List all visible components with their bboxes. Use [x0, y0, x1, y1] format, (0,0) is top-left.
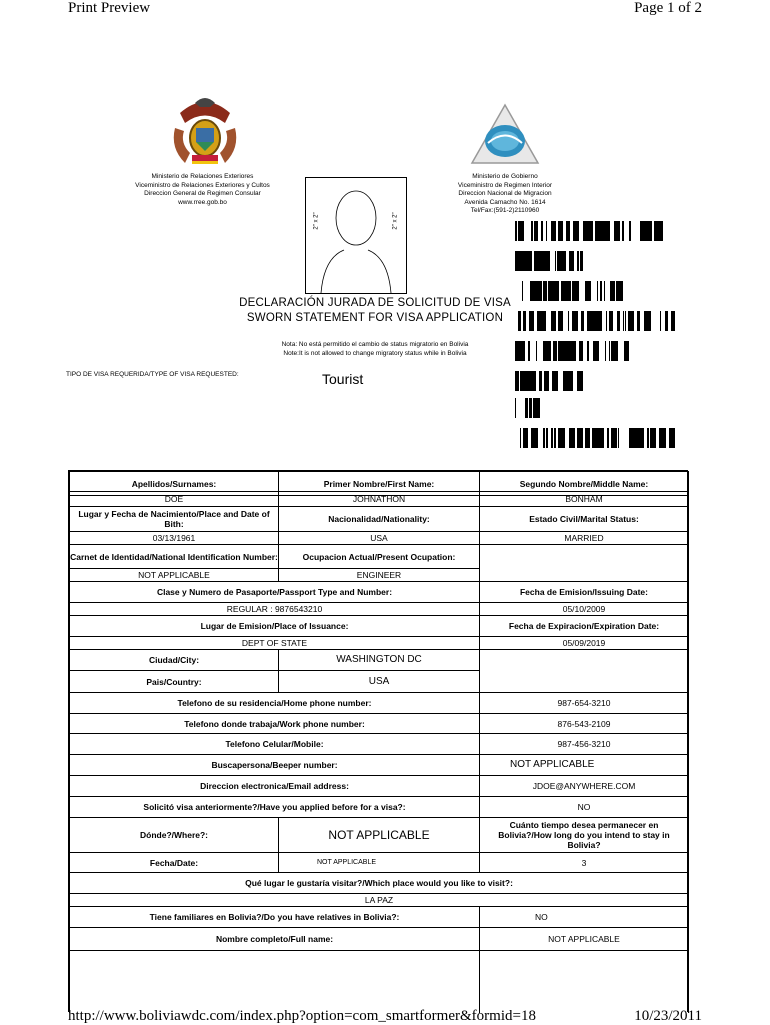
- right-ministry-line: Avenida Camacho No. 1614: [464, 198, 546, 206]
- country-value: USA: [278, 670, 480, 693]
- barcode-icon: [515, 251, 583, 271]
- first-name-value: JOHNATHON: [278, 491, 480, 507]
- beeper-value: NOT APPLICABLE: [479, 754, 689, 776]
- barcode-icon: [515, 341, 637, 361]
- where-value: NOT APPLICABLE: [278, 817, 480, 853]
- issue-date-label: Fecha de Emision/Issuing Date:: [479, 581, 689, 603]
- blank-cell: [479, 649, 689, 693]
- expiration-label: Fecha de Expiracion/Expiration Date:: [479, 615, 689, 637]
- city-label: Ciudad/City:: [69, 649, 279, 671]
- left-ministry-line: www.rree.gob.bo: [178, 198, 227, 206]
- photo-size-label: 2" x 2": [392, 212, 399, 230]
- occupation-value: ENGINEER: [278, 568, 480, 582]
- left-ministry-line: Direccion General de Regimen Consular: [144, 190, 261, 197]
- home-phone-value: 987-654-3210: [479, 692, 689, 714]
- email-value: JDOE@ANYWHERE.COM: [479, 775, 689, 797]
- application-form: [68, 470, 688, 1012]
- blank-cell: [69, 950, 480, 1013]
- city-value: WASHINGTON DC: [278, 649, 480, 671]
- full-name-value: NOT APPLICABLE: [479, 927, 689, 951]
- passport-label: Clase y Numero de Pasaporte/Passport Type and Number:: [69, 581, 480, 603]
- first-name-label: Primer Nombre/First Name:: [278, 471, 480, 496]
- applied-before-label: Solicitó visa anteriormente?/Have you applied before for a visa?:: [69, 796, 480, 818]
- photo-box: [305, 177, 407, 294]
- footer-date: 10/23/2011: [634, 1008, 702, 1024]
- where-label: Dónde?/Where?:: [69, 817, 279, 853]
- date-label: Fecha/Date:: [69, 852, 279, 873]
- heading-spanish: DECLARACIÓN JURADA DE SOLICITUD DE VISA: [239, 297, 511, 309]
- middle-name-value: BONHAM: [479, 491, 689, 507]
- issue-date-value: 05/10/2009: [479, 602, 689, 616]
- barcode-icon: [515, 371, 583, 391]
- bolivia-coat-of-arms-icon: [170, 93, 240, 168]
- right-ministry-line: Viceministro de Regimen Interior: [457, 181, 553, 189]
- passport-value: REGULAR : 9876543210: [69, 602, 480, 616]
- page-indicator: Page 1 of 2: [634, 0, 702, 16]
- occupation-label: Ocupacion Actual/Present Ocupation:: [278, 544, 480, 569]
- visit-value: LA PAZ: [69, 893, 689, 907]
- applied-before-value: NO: [479, 796, 689, 818]
- right-ministry-line: Ministerio de Gobierno: [472, 173, 538, 180]
- head-silhouette-icon: [306, 178, 406, 293]
- visa-type-value: Tourist: [322, 371, 364, 387]
- barcode-icon: [515, 221, 663, 241]
- stay-label: Cuánto tiempo desea permanecer en Bolivia?/How long do you intend to stay in Bolivia?: [479, 817, 689, 853]
- migration-emblem-icon: [470, 103, 540, 168]
- country-label: Pais/Country:: [69, 670, 279, 693]
- form-heading: [215, 296, 535, 326]
- print-preview-title: Print Preview: [68, 0, 151, 16]
- nationality-label: Nacionalidad/Nationality:: [278, 506, 480, 532]
- date-value: NOT APPLICABLE: [278, 852, 480, 873]
- stay-value: 3: [479, 852, 689, 873]
- middle-name-label: Segundo Nombre/Middle Name:: [479, 471, 689, 496]
- marital-value: MARRIED: [479, 531, 689, 545]
- visit-label: Qué lugar le gustaría visitar?/Which place would you like to visit?:: [69, 872, 689, 894]
- id-value: NOT APPLICABLE: [69, 568, 279, 582]
- issuance-place-value: DEPT OF STATE: [69, 636, 480, 650]
- expiration-value: 05/09/2019: [479, 636, 689, 650]
- surname-value: DOE: [69, 491, 279, 507]
- email-label: Direccion electronica/Email address:: [69, 775, 480, 797]
- blank-cell: [479, 950, 689, 1013]
- left-ministry-line: Ministerio de Relaciones Exteriores: [151, 173, 254, 180]
- work-phone-label: Telefono donde trabaja/Work phone number:: [69, 713, 480, 734]
- id-label: Carnet de Identidad/National Identification Number:: [69, 544, 279, 569]
- home-phone-label: Telefono de su residencia/Home phone number:: [69, 692, 480, 714]
- right-ministry-line: Direccion Nacional de Migracion: [458, 190, 552, 197]
- relatives-value: NO: [479, 906, 689, 928]
- footer-url: http://www.boliviawdc.com/index.php?option=com_smartformer&formid=18: [68, 1008, 536, 1024]
- barcode-icon: [515, 428, 677, 448]
- barcode-icon: [515, 398, 541, 418]
- note-spanish: Nota: No está permitido el cambio de status migratorio en Bolivia: [281, 341, 469, 348]
- birth-label: Lugar y Fecha de Nacimiento/Place and Date of Bith:: [69, 506, 279, 532]
- issuance-place-label: Lugar de Emision/Place of Issuance:: [69, 615, 480, 637]
- surnames-label: Apellidos/Surnames:: [69, 471, 279, 496]
- marital-label: Estado Civil/Marital Status:: [479, 506, 689, 532]
- right-ministry-line: Tel/Fax:(591-2)2110960: [470, 207, 540, 214]
- blank-cell: [479, 544, 689, 582]
- full-name-label: Nombre completo/Full name:: [69, 927, 480, 951]
- migratory-note: [240, 341, 510, 358]
- mobile-value: 987-456-3210: [479, 733, 689, 755]
- photo-size-label: 2" x 2": [313, 212, 320, 230]
- nationality-value: USA: [278, 531, 480, 545]
- relatives-label: Tiene familiares en Bolivia?/Do you have relatives in Bolivia?:: [69, 906, 480, 928]
- visa-type-label: TIPO DE VISA REQUERIDA/TYPE OF VISA REQUESTED:: [66, 371, 239, 378]
- right-ministry-block: [440, 173, 570, 216]
- work-phone-value: 876-543-2109: [479, 713, 689, 734]
- left-ministry-line: Viceministro de Relaciones Exteriores y Cultos: [135, 181, 270, 189]
- left-ministry-block: [120, 173, 285, 207]
- birth-date-value: 03/13/1961: [69, 531, 279, 545]
- beeper-label: Buscapersona/Beeper number:: [69, 754, 480, 776]
- barcode-icon: [515, 311, 677, 331]
- mobile-label: Telefono Celular/Mobile:: [69, 733, 480, 755]
- note-english: Note:It is not allowed to change migratory status while in Bolivia: [283, 349, 467, 357]
- heading-english: SWORN STATEMENT FOR VISA APPLICATION: [246, 312, 504, 324]
